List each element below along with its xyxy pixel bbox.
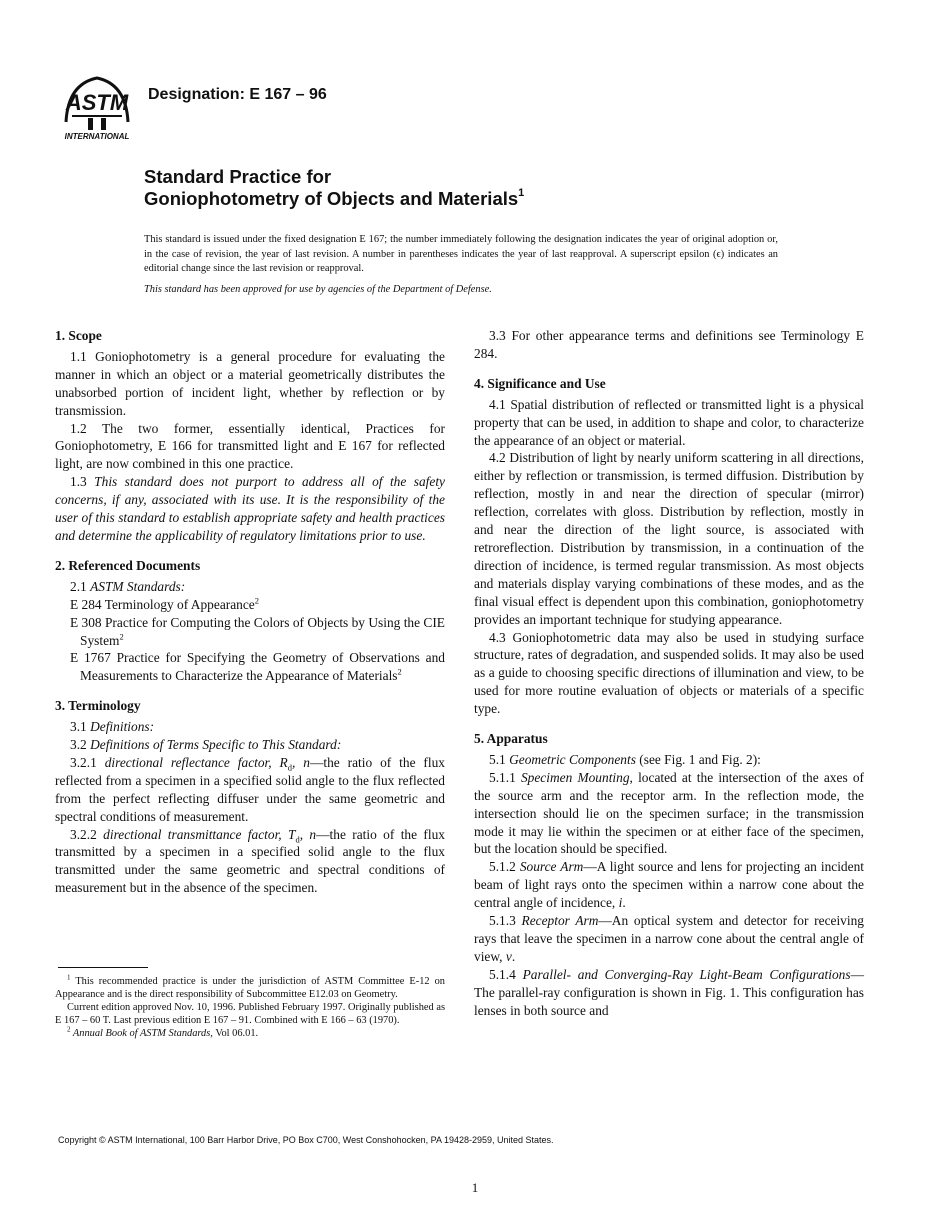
title-line-2 <box>144 188 524 210</box>
apparatus-5-1-1-text: , located at the intersection of the axes of the source arm and the receptor arm. In the reflection mode, the intersection should lie on the specimen surface; in the transmission mode it may lie within the specimen or at either face of the specimen, but the location should be specified. <box>474 769 864 857</box>
apparatus-5-1-3 <box>474 912 864 966</box>
apparatus-5-1-3-number: 5.1.3 <box>489 913 522 929</box>
significance-heading: 4. Significance and Use <box>474 375 606 391</box>
ref-e1767 <box>55 649 445 685</box>
terminology-3-2-1-sub: d <box>287 762 292 773</box>
apparatus-5-1-4 <box>474 966 864 1020</box>
terminology-3-2-2-term: directional transmittance factor, T <box>103 826 296 842</box>
footnote-2-title: Annual Book of ASTM Standards, <box>70 1028 213 1040</box>
issuance-notice: This standard is issued under the fixed designation E 167; the number immediately following the designation indicates the year of original adoption or, in the case of revision, the year of last revision. A number in parentheses indicates the year of last reapproval. A superscript epsilon (ϵ) indicates an editorial change since the last revision or reapproval. <box>144 234 778 274</box>
title-text: Goniophotometry of Objects and Materials <box>144 188 519 209</box>
significance-4-3: 4.3 Goniophotometric data may also be used in studying surface structure, rates of degradation, and suspended solids. It may also be used as a guide to choosing specific directions of illumination and view, to be used for more routine evaluation of objects or materials of a specific type. <box>474 629 864 717</box>
terminology-3-2-1-term: directional reflectance factor, R <box>104 754 288 770</box>
ref-e308-text: E 308 Practice for Computing the Colors of Objects by Using the CIE System <box>70 614 445 648</box>
footnote-1-text: This recommended practice is under the jurisdiction of ASTM Committee E-12 on Appearance and is the direct responsibility of Subcommittee E12.03 on Geometry. <box>55 976 445 1001</box>
apparatus-5-1-2-var: i <box>618 895 623 911</box>
apparatus-5-1-4-number: 5.1.4 <box>489 966 523 982</box>
apparatus-5-1 <box>474 751 864 769</box>
terminology-3-1-text: Definitions: <box>90 719 155 735</box>
apparatus-5-1-2 <box>474 858 864 912</box>
terminology-3-2-2 <box>55 826 445 898</box>
apparatus-5-1-1 <box>474 769 864 859</box>
apparatus-5-1-2-term: Source Arm <box>519 859 584 875</box>
ref-e284-text: E 284 Terminology of Appearance <box>70 596 255 612</box>
footnote-2-volume: Vol 06.01. <box>212 1028 259 1040</box>
referenced-2-1-text: ASTM Standards: <box>90 578 186 594</box>
terminology-heading: 3. Terminology <box>55 698 141 714</box>
ref-e284-note: 2 <box>254 595 259 606</box>
apparatus-5-1-3-text: —An optical system and detector for receiving rays that leave the specimen in a narrow cone about the central angle of view, <box>474 913 864 964</box>
scope-1-3 <box>55 473 445 545</box>
terminology-3-3: 3.3 For other appearance terms and definitions see Terminology E 284. <box>474 328 864 361</box>
scope-1-1: 1.1 Goniophotometry is a general procedure for evaluating the manner in which an object or a material geometrically distributes the unabsorbed portion of incident light, whether by reflection or by transmission. <box>55 348 445 418</box>
referenced-2-1-number: 2.1 <box>70 578 91 594</box>
ref-e284 <box>55 596 445 614</box>
page-number: 1 <box>471 1180 479 1195</box>
ref-e1767-note: 2 <box>397 666 402 677</box>
terminology-3-2-1-n: , n <box>291 754 310 770</box>
section-terminology <box>55 697 445 897</box>
apparatus-5-1-3-term: Receptor Arm <box>521 913 599 929</box>
footnote-1-mark: 1 <box>67 973 71 982</box>
apparatus-5-1-2-end: . <box>622 895 626 911</box>
section-apparatus <box>474 730 864 1020</box>
scope-1-3-number: 1.3 <box>70 474 95 490</box>
terminology-3-2 <box>55 736 445 754</box>
terminology-3-2-2-number: 3.2.2 <box>70 826 104 842</box>
title-line-1: Standard Practice for <box>144 166 332 187</box>
apparatus-5-1-2-text: —A light source and lens for projecting an incident beam of light rays onto the specimen within a narrow cone about the central angle of incidence, <box>474 859 864 911</box>
left-column <box>55 327 445 897</box>
section-significance <box>474 375 864 718</box>
terminology-3-2-number: 3.2 <box>70 737 91 753</box>
apparatus-5-1-3-var: v <box>505 948 512 964</box>
footnote-rule <box>58 967 148 968</box>
apparatus-5-1-text: (see Fig. 1 and Fig. 2): <box>635 751 761 767</box>
section-referenced-documents <box>55 557 445 685</box>
apparatus-heading: 5. Apparatus <box>474 731 548 747</box>
scope-1-2: 1.2 The two former, essentially identical, Practices for Goniophotometry, E 166 for transmitted light and E 167 for reflected light, are now combined in this one practice. <box>55 420 445 472</box>
apparatus-5-1-1-term: Specimen Mounting <box>520 769 630 785</box>
referenced-heading: 2. Referenced Documents <box>55 557 201 573</box>
dod-notice: This standard has been approved for use by agencies of the Department of Defense. <box>144 284 492 295</box>
terminology-3-1-number: 3.1 <box>70 719 91 735</box>
terminology-3-2-2-text: —the ratio of the flux transmitted by a specimen in a specified solid angle to the flux transmitted under the same geometric and spectral conditions of measurement but in the absence of the specimen. <box>55 826 445 896</box>
footnote-1-edition: Current edition approved Nov. 10, 1996. Published February 1997. Originally published as E 167 – 60 T. Last previous edition E 167 – 91. Combined with E 166 – 63 (1970). <box>55 1002 445 1027</box>
scope-1-3-text: This standard does not purport to address all of the safety concerns, if any, associated with its use. It is the responsibility of the user of this standard to establish appropriate safety and health practices and determine the applicability of regulatory limitations prior to use. <box>55 474 445 543</box>
significance-4-1: 4.1 Spatial distribution of reflected or transmitted light is a physical property that can be used, in addition to shape and color, to characterize the appearance of an object or material. <box>474 396 864 448</box>
scope-heading: 1. Scope <box>55 328 102 343</box>
designation: Designation: E 167 – 96 <box>148 86 327 103</box>
apparatus-5-1-3-end: . <box>511 948 516 964</box>
footnote-2-mark: 2 <box>67 1025 71 1034</box>
logo-subtext: INTERNATIONAL <box>64 132 130 141</box>
apparatus-5-1-4-term: Parallel- and Converging-Ray Light-Beam Configurations <box>522 966 851 982</box>
terminology-3-1 <box>55 718 445 736</box>
terminology-3-2-1-text: —the ratio of the flux reflected from a specimen in a specified solid angle to the flux reflected from the perfect reflecting diffuser under the same geometric and spectral conditions of measurement. <box>55 754 445 824</box>
ref-e1767-text: E 1767 Practice for Specifying the Geometry of Observations and Measurements to Characterize the Appearance of Materials <box>70 650 445 684</box>
right-column <box>474 327 864 1020</box>
section-scope <box>55 327 445 545</box>
terminology-3-2-text: Definitions of Terms Specific to This Standard: <box>90 737 342 753</box>
significance-4-2: 4.2 Distribution of light by nearly uniform scattering in all directions, either by reflection or transmission, is termed diffusion. Distribution by reflection, mostly in and near the direction of specular (mirror) reflection, correlates with gloss. Distribution by reflection, mostly in and near the direction of the light source, is associated with retroreflection. Distribution by transmission, in a continuation of the direction of incidence, is termed regular transmission. As most objects and materials display varying combinations of these modes, and as the final visual effect is dependent upon this combination, goniophotometry provides an important technique for studying appearance. <box>474 450 864 627</box>
apparatus-5-1-2-number: 5.1.2 <box>489 859 520 875</box>
terminology-3-2-2-n: , n <box>299 826 317 842</box>
footnotes <box>55 975 445 1040</box>
terminology-3-2-1 <box>55 754 445 826</box>
terminology-3-2-2-sub: d <box>295 834 300 845</box>
terminology-3-2-1-number: 3.2.1 <box>70 754 105 770</box>
copyright: Copyright © ASTM International, 100 Barr Harbor Drive, PO Box C700, West Conshohocken, PA 19428-2959, United States. <box>58 1135 554 1145</box>
apparatus-5-1-number: 5.1 <box>489 751 510 767</box>
section-terminology-continued <box>474 327 864 363</box>
apparatus-5-1-4-text: —The parallel-ray configuration is shown in Fig. 1. This configuration has lenses in both source and <box>474 966 864 1018</box>
ref-e308 <box>55 614 445 650</box>
apparatus-5-1-term: Geometric Components <box>509 751 636 767</box>
referenced-2-1 <box>55 578 445 596</box>
ref-e308-note: 2 <box>119 631 124 642</box>
title-footnote-ref: 1 <box>518 186 525 199</box>
footnote-2 <box>55 1027 445 1040</box>
apparatus-5-1-1-number: 5.1.1 <box>489 769 521 785</box>
footnote-1 <box>55 975 445 1001</box>
astm-logo <box>58 70 136 142</box>
logo-text: ASTM <box>65 90 129 115</box>
